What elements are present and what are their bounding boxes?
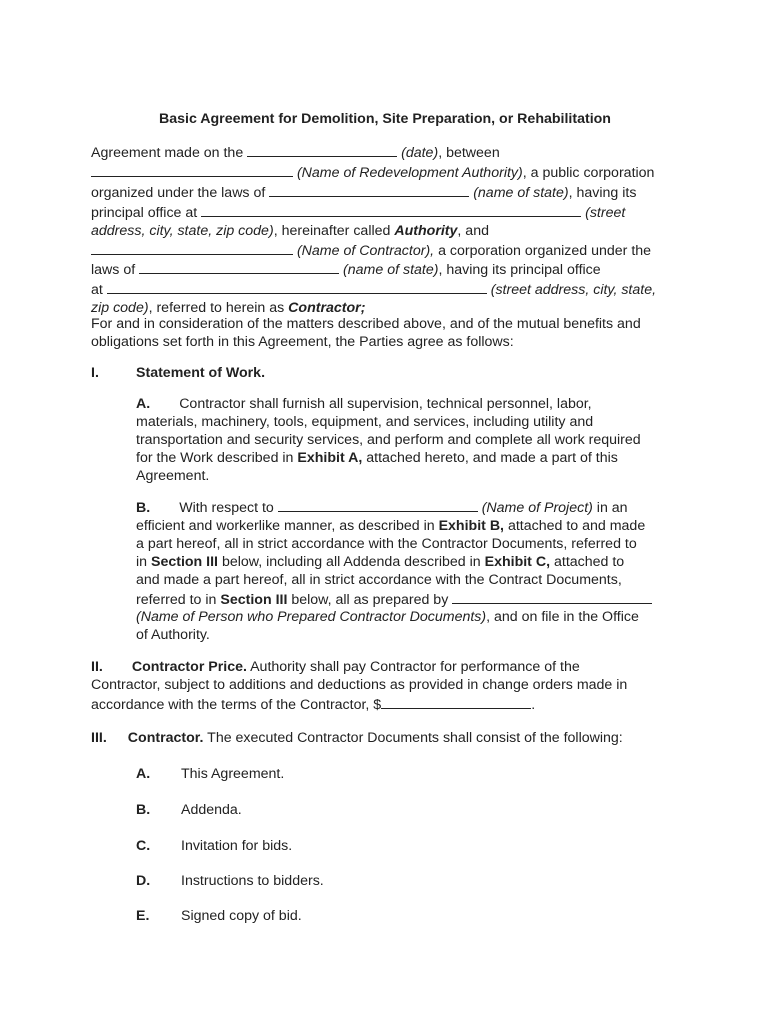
text-run: A.: [136, 396, 151, 412]
list-item: Invitation for bids.: [181, 838, 293, 854]
fill-in-blank: [139, 260, 339, 274]
text-run: Contractor, subject to additions and deductions as provided in change orders made in: [91, 676, 628, 693]
text-run: a corporation organized under the: [434, 242, 652, 259]
fill-in-blank: [201, 203, 581, 217]
text-run: Section III: [220, 591, 288, 608]
text-run: (street address, city, state,: [486, 282, 657, 299]
list-item-letter: E.: [136, 908, 150, 924]
text-run: (name of state): [469, 184, 569, 201]
text-run: accordance with the terms of the Contractor, $: [91, 696, 382, 713]
text-run: a part hereof, all in strict accordance with the Contractor Documents, referred to: [136, 535, 637, 552]
fill-in-blank: [381, 695, 531, 709]
text-run: referred to in: [136, 591, 221, 608]
text-run: Contractor shall furnish all supervision, technical personnel, labor,: [179, 396, 592, 412]
text-run: (Name of Contractor),: [293, 242, 435, 259]
fill-in-blank: [269, 183, 469, 197]
text-run: attached to: [550, 553, 625, 570]
text-run: and made a part hereof, all in strict accordance with the Contract Documents,: [136, 571, 622, 588]
section-paragraph: [91, 730, 701, 748]
consideration-paragraph: For and in consideration of the matters described above, and of the mutual benefits and obligations set forth in this Agreement, the Parties agree as follows:: [91, 316, 641, 350]
document-title: Basic Agreement for Demolition, Site Preparation, or Rehabilitation: [159, 111, 611, 127]
text-run: Authority shall pay Contractor for performance of the: [246, 659, 580, 675]
text-run: II.: [91, 659, 103, 675]
text-run: , having its principal office: [438, 262, 601, 279]
section-paragraph: [136, 396, 696, 486]
fill-in-blank: [278, 498, 478, 512]
text-run: Contractor.: [127, 730, 204, 746]
text-run: Authority: [394, 222, 458, 239]
text-run: With respect to: [179, 500, 278, 516]
section-paragraph: [91, 659, 701, 715]
text-run: transportation and security services, and perform and complete all work required: [136, 431, 641, 448]
text-run: Exhibit C,: [484, 553, 551, 570]
text-run: efficient and workerlike manner, as described in: [136, 517, 439, 534]
text-run: (Name of Project): [477, 500, 593, 516]
text-run: III.: [91, 730, 107, 746]
text-run: B.: [136, 500, 151, 516]
text-run: (street: [581, 204, 626, 221]
text-run: , between: [438, 145, 500, 161]
list-item-letter: D.: [136, 873, 151, 889]
fill-in-blank: [452, 590, 652, 604]
text-run: Contractor;: [288, 300, 366, 317]
text-run: Contractor Price.: [131, 659, 247, 675]
text-run: (Name of Redevelopment Authority): [293, 164, 523, 181]
list-item-letter: A.: [136, 766, 151, 782]
text-run: attached to and made: [504, 517, 646, 534]
list-item: Signed copy of bid.: [181, 908, 302, 924]
text-run: zip code): [91, 300, 149, 317]
text-run: in: [136, 553, 151, 570]
text-run: Exhibit A,: [297, 449, 363, 466]
text-run: for the Work described in: [136, 449, 298, 466]
intro-paragraph: [91, 143, 691, 318]
text-run: materials, machinery, tools, equipment, and services, including utility and: [136, 413, 594, 430]
fill-in-blank: [247, 143, 397, 157]
list-item: This Agreement.: [181, 766, 285, 782]
text-run: , and: [457, 222, 489, 239]
text-run: principal office at: [91, 204, 202, 221]
text-run: below, including all Addenda described in: [218, 553, 485, 570]
text-run: Agreement.: [136, 467, 210, 484]
list-item: Instructions to bidders.: [181, 873, 324, 889]
fill-in-blank: [91, 163, 293, 177]
text-run: , referred to herein as: [148, 300, 289, 317]
section-heading: Statement of Work.: [136, 365, 266, 381]
text-run: of Authority.: [136, 627, 210, 644]
text-run: (name of state): [339, 262, 439, 279]
text-run: , a public corporation: [522, 164, 655, 181]
list-item: Addenda.: [181, 802, 242, 818]
list-item-letter: C.: [136, 838, 151, 854]
text-run: address, city, state, zip code): [91, 222, 274, 239]
text-run: organized under the laws of: [91, 184, 270, 201]
text-run: at: [91, 282, 107, 299]
text-run: (Name of Person who Prepared Contractor Documents): [136, 609, 487, 626]
text-run: Agreement made on the: [91, 145, 248, 161]
fill-in-blank: [91, 241, 293, 255]
text-run: The executed Contractor Documents shall consist of the following:: [203, 730, 623, 746]
text-run: laws of: [91, 262, 140, 279]
text-run: attached hereto, and made a part of this: [362, 449, 618, 466]
text-run: Section III: [150, 553, 218, 570]
text-run: in an: [592, 500, 628, 516]
section-paragraph: [136, 498, 696, 645]
section-number: I.: [91, 365, 99, 381]
text-run: , and on file in the Office: [486, 609, 639, 626]
text-run: Exhibit B,: [438, 517, 505, 534]
text-run: (date): [397, 145, 439, 161]
text-run: , having its: [568, 184, 637, 201]
text-run: .: [531, 696, 536, 713]
list-item-letter: B.: [136, 802, 151, 818]
text-run: , hereinafter called: [273, 222, 395, 239]
text-run: below, all as prepared by: [287, 591, 453, 608]
fill-in-blank: [107, 280, 487, 294]
